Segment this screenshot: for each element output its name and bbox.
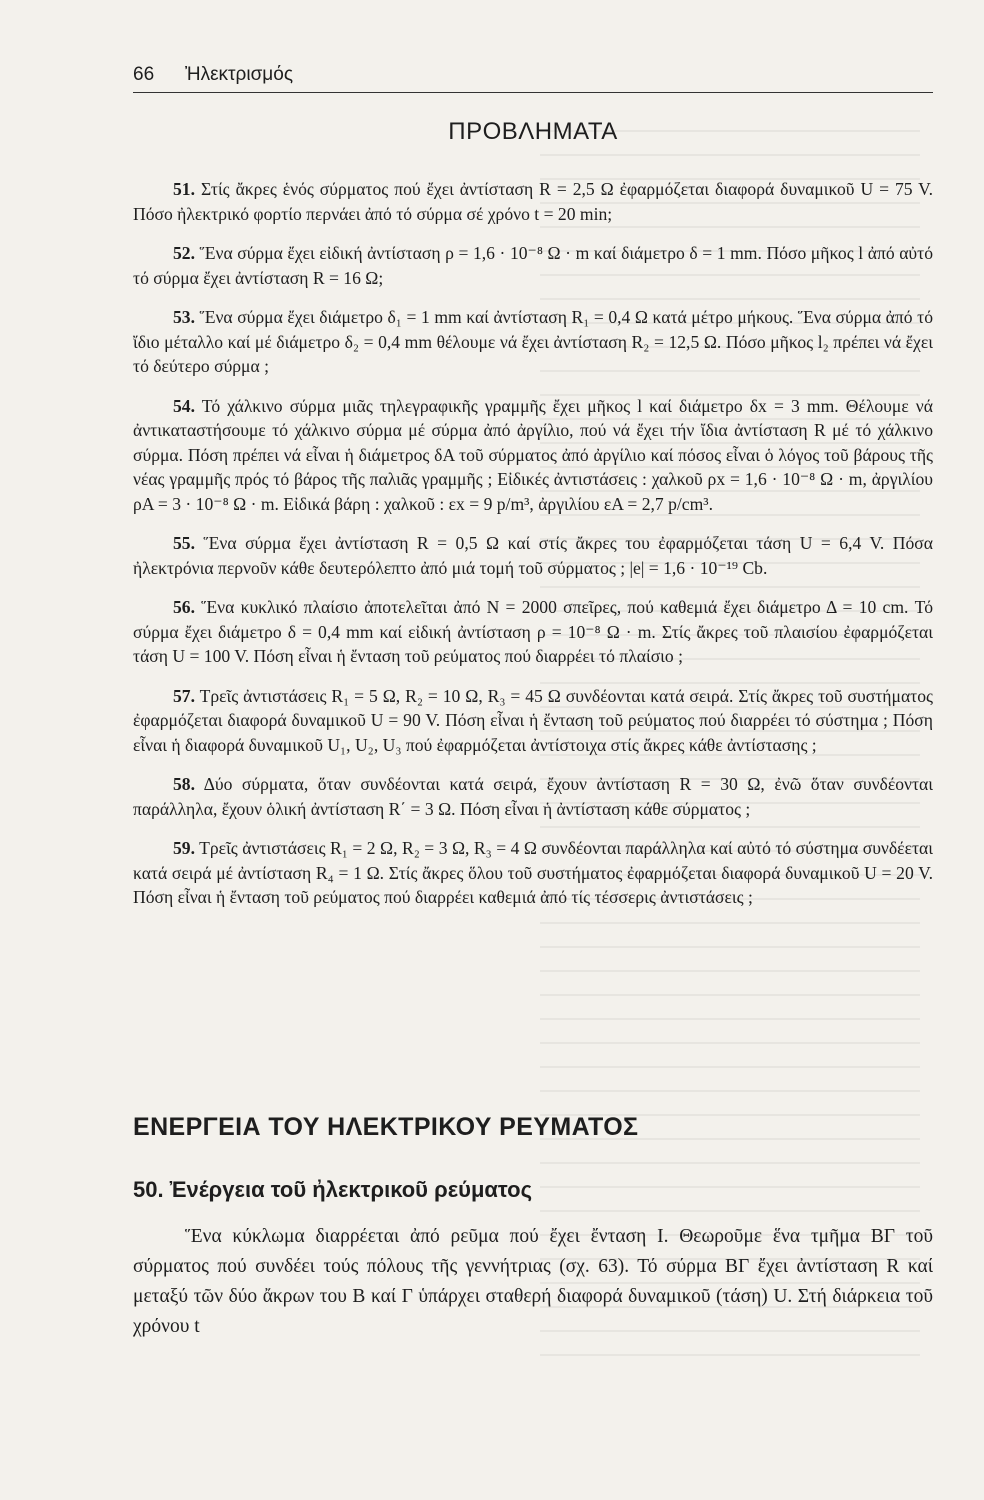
energy-heading: ΕΝΕΡΓΕΙΑ ΤΟΥ ΗΛΕΚΤΡΙΚΟΥ ΡΕΥΜΑΤΟΣ [133,1113,639,1141]
page-number: 66 [133,64,155,85]
problem-number: 52. [173,243,195,263]
page-header [133,62,933,93]
problem-text: Ἕνα σύρμα ἔχει ἀντίσταση R = 0,5 Ω καί στίς ἄκρες του ἐφαρμόζεται τάση U = 6,4 V. Πόσα ἠλεκτρόνια περνοῦν κάθε δευτερόλεπτο ἀπό μιά τομή τοῦ σύρματος ; |e| = 1,6 · 10⁻¹⁹ Cb. [133,533,933,578]
problem-text: Ἕνα σύρμα ἔχει διάμετρο δ₁ = 1 mm καί ἀντίσταση R₁ = 0,4 Ω κατά μέτρο μήκους. Ἕνα σύρμα ἀπό τό ἴδιο μέταλλο καί μέ διάμετρο δ₂ = 0,4 mm θέλουμε νά ἔχει ἀντίσταση R₂ = 12,5 Ω. Πόσο μῆκος l₂ πρέπει νά ἔχει τό δεύτερο σύρμα ; [133,307,933,376]
problem-number: 56. [173,597,195,617]
problem-57 [133,684,933,758]
problem-text: Τρεῖς ἀντιστάσεις R₁ = 2 Ω, R₂ = 3 Ω, R₃ = 4 Ω συνδέονται παράλληλα καί αὐτό τό σύστημα συνδέεται κατά σειρά μέ ἀντίσταση R₄ = 1 Ω. Στίς ἄκρες ὅλου τοῦ συστήματος ἐφαρμόζεται διαφορά δυναμικοῦ U = 20 V. Πόση εἶναι ἡ ἔνταση τοῦ ρεύματος πού διαρρέει καθεμιά ἀπό τίς τέσσερις ἀντιστάσεις ; [133,838,933,907]
problem-56 [133,595,933,669]
problem-51 [133,177,933,226]
problem-list [133,177,933,925]
problem-text: Στίς ἄκρες ἑνός σύρματος πού ἔχει ἀντίσταση R = 2,5 Ω ἐφαρμόζεται διαφορά δυναμικοῦ U = 75 V. Πόσο ἠλεκτρικό φορτίο περνάει ἀπό τό σύρμα σέ χρόνο t = 20 min; [133,179,933,224]
problem-number: 58. [173,774,195,794]
problem-text: Τό χάλκινο σύρμα μιᾶς τηλεγραφικῆς γραμμῆς ἔχει μῆκος l καί διάμετρο δx = 3 mm. Θέλουμε νά ἀντικαταστήσουμε τό χάλκινο σύρμα μέ σύρμα ἀπό ἀργίλιο, πού νά ἔχει τήν ἴδια ἀντίσταση R μέ τό χάλκινο σύρμα. Πόση πρέπει νά εἶναι ἡ διάμετρος δA τοῦ σύρματος ἀπό ἀργίλιο καί πόσος εἶναι ὁ λόγος τοῦ βάρους τῆς νέας γραμμῆς πρός τό βάρος τῆς παλιᾶς γραμμῆς ; Εἰδικές ἀντιστάσεις : χαλκοῦ ρx = 1,6 · 10⁻⁸ Ω · m, ἀργιλίου ρA = 3 · 10⁻⁸ Ω · m. Εἰδικά βάρη : χαλκοῦ : εx = 9 p/m³, ἀργιλίου εA = 2,7 p/cm³. [133,395,933,514]
problem-text: Τρεῖς ἀντιστάσεις R₁ = 5 Ω, R₂ = 10 Ω, R₃ = 45 Ω συνδέονται κατά σειρά. Στίς ἄκρες τοῦ συστήματος ἐφαρμόζεται διαφορά δυναμικοῦ U = 90 V. Πόση εἶναι ἡ ἔνταση τοῦ ρεύματος πού διαρρέει τό σύστημα ; Πόση εἶναι ἡ διαφορά δυναμικοῦ U₁, U₂, U₃ πού ἐφαρμόζεται ἀντίστοιχα στίς ἄκρες κάθε ἀντίστασης ; [133,685,933,755]
problem-59 [133,836,933,910]
problem-number: 54. [173,395,195,416]
problem-number: 53. [173,307,195,327]
problem-58 [133,772,933,821]
problem-53 [133,305,933,379]
problem-52 [133,241,933,290]
problem-number: 57. [173,685,195,706]
subsection-heading: 50. Ἐνέργεια τοῦ ἠλεκτρικοῦ ρεύματος [133,1177,533,1202]
problem-54 [133,394,933,517]
problem-55 [133,531,933,580]
problem-number: 59. [173,838,195,858]
section-title: ΠΡΟΒΛΗΜΑΤΑ [448,118,618,145]
body-paragraph: Ἕνα κύκλωμα διαρρέεται ἀπό ρεῦμα πού ἔχει ἔνταση I. Θεωροῦμε ἕνα τμῆμα ΒΓ τοῦ σύρματος πού συνδέει τούς πόλους τῆς γεννήτριας (σχ. 63). Τό σύρμα ΒΓ ἔχει ἀντίσταση R καί μεταξύ τῶν δύο ἄκρων του Β καί Γ ὑπάρχει σταθερή διαφορά δυναμικοῦ (τάση) U. Στή διάρκεια τοῦ χρόνου t [133,1226,933,1337]
problem-text: Δύο σύρματα, ὅταν συνδέονται κατά σειρά, ἔχουν ἀντίσταση R = 30 Ω, ἐνῶ ὅταν συνδέονται παράλληλα, ἔχουν ὁλική ἀντίσταση R΄ = 3 Ω. Πόση εἶναι ἡ ἀντίσταση κάθε σύρματος ; [133,774,933,819]
problem-number: 51. [173,179,195,199]
problem-number: 55. [173,533,195,553]
running-title: Ἠλεκτρισμός [185,64,293,85]
problem-text: Ἕνα σύρμα ἔχει εἰδική ἀντίσταση ρ = 1,6 · 10⁻⁸ Ω · m καί διάμετρο δ = 1 mm. Πόσο μῆκος l ἀπό αὐτό τό σύρμα ἔχει ἀντίσταση R = 16 Ω; [133,243,933,288]
problem-text: Ἕνα κυκλικό πλαίσιο ἀποτελεῖται ἀπό N = 2000 σπεῖρες, πού καθεμιά ἔχει διάμετρο Δ = 10 cm. Τό σύρμα ἔχει διάμετρο δ = 0,4 mm καί εἰδική ἀντίσταση ρ = 10⁻⁸ Ω · m. Στίς ἄκρες τοῦ πλαισίου ἐφαρμόζεται τάση U = 100 V. Πόση εἶναι ἡ ἔνταση τοῦ ρεύματος πού διαρρέει τό πλαίσιο ; [133,597,933,666]
